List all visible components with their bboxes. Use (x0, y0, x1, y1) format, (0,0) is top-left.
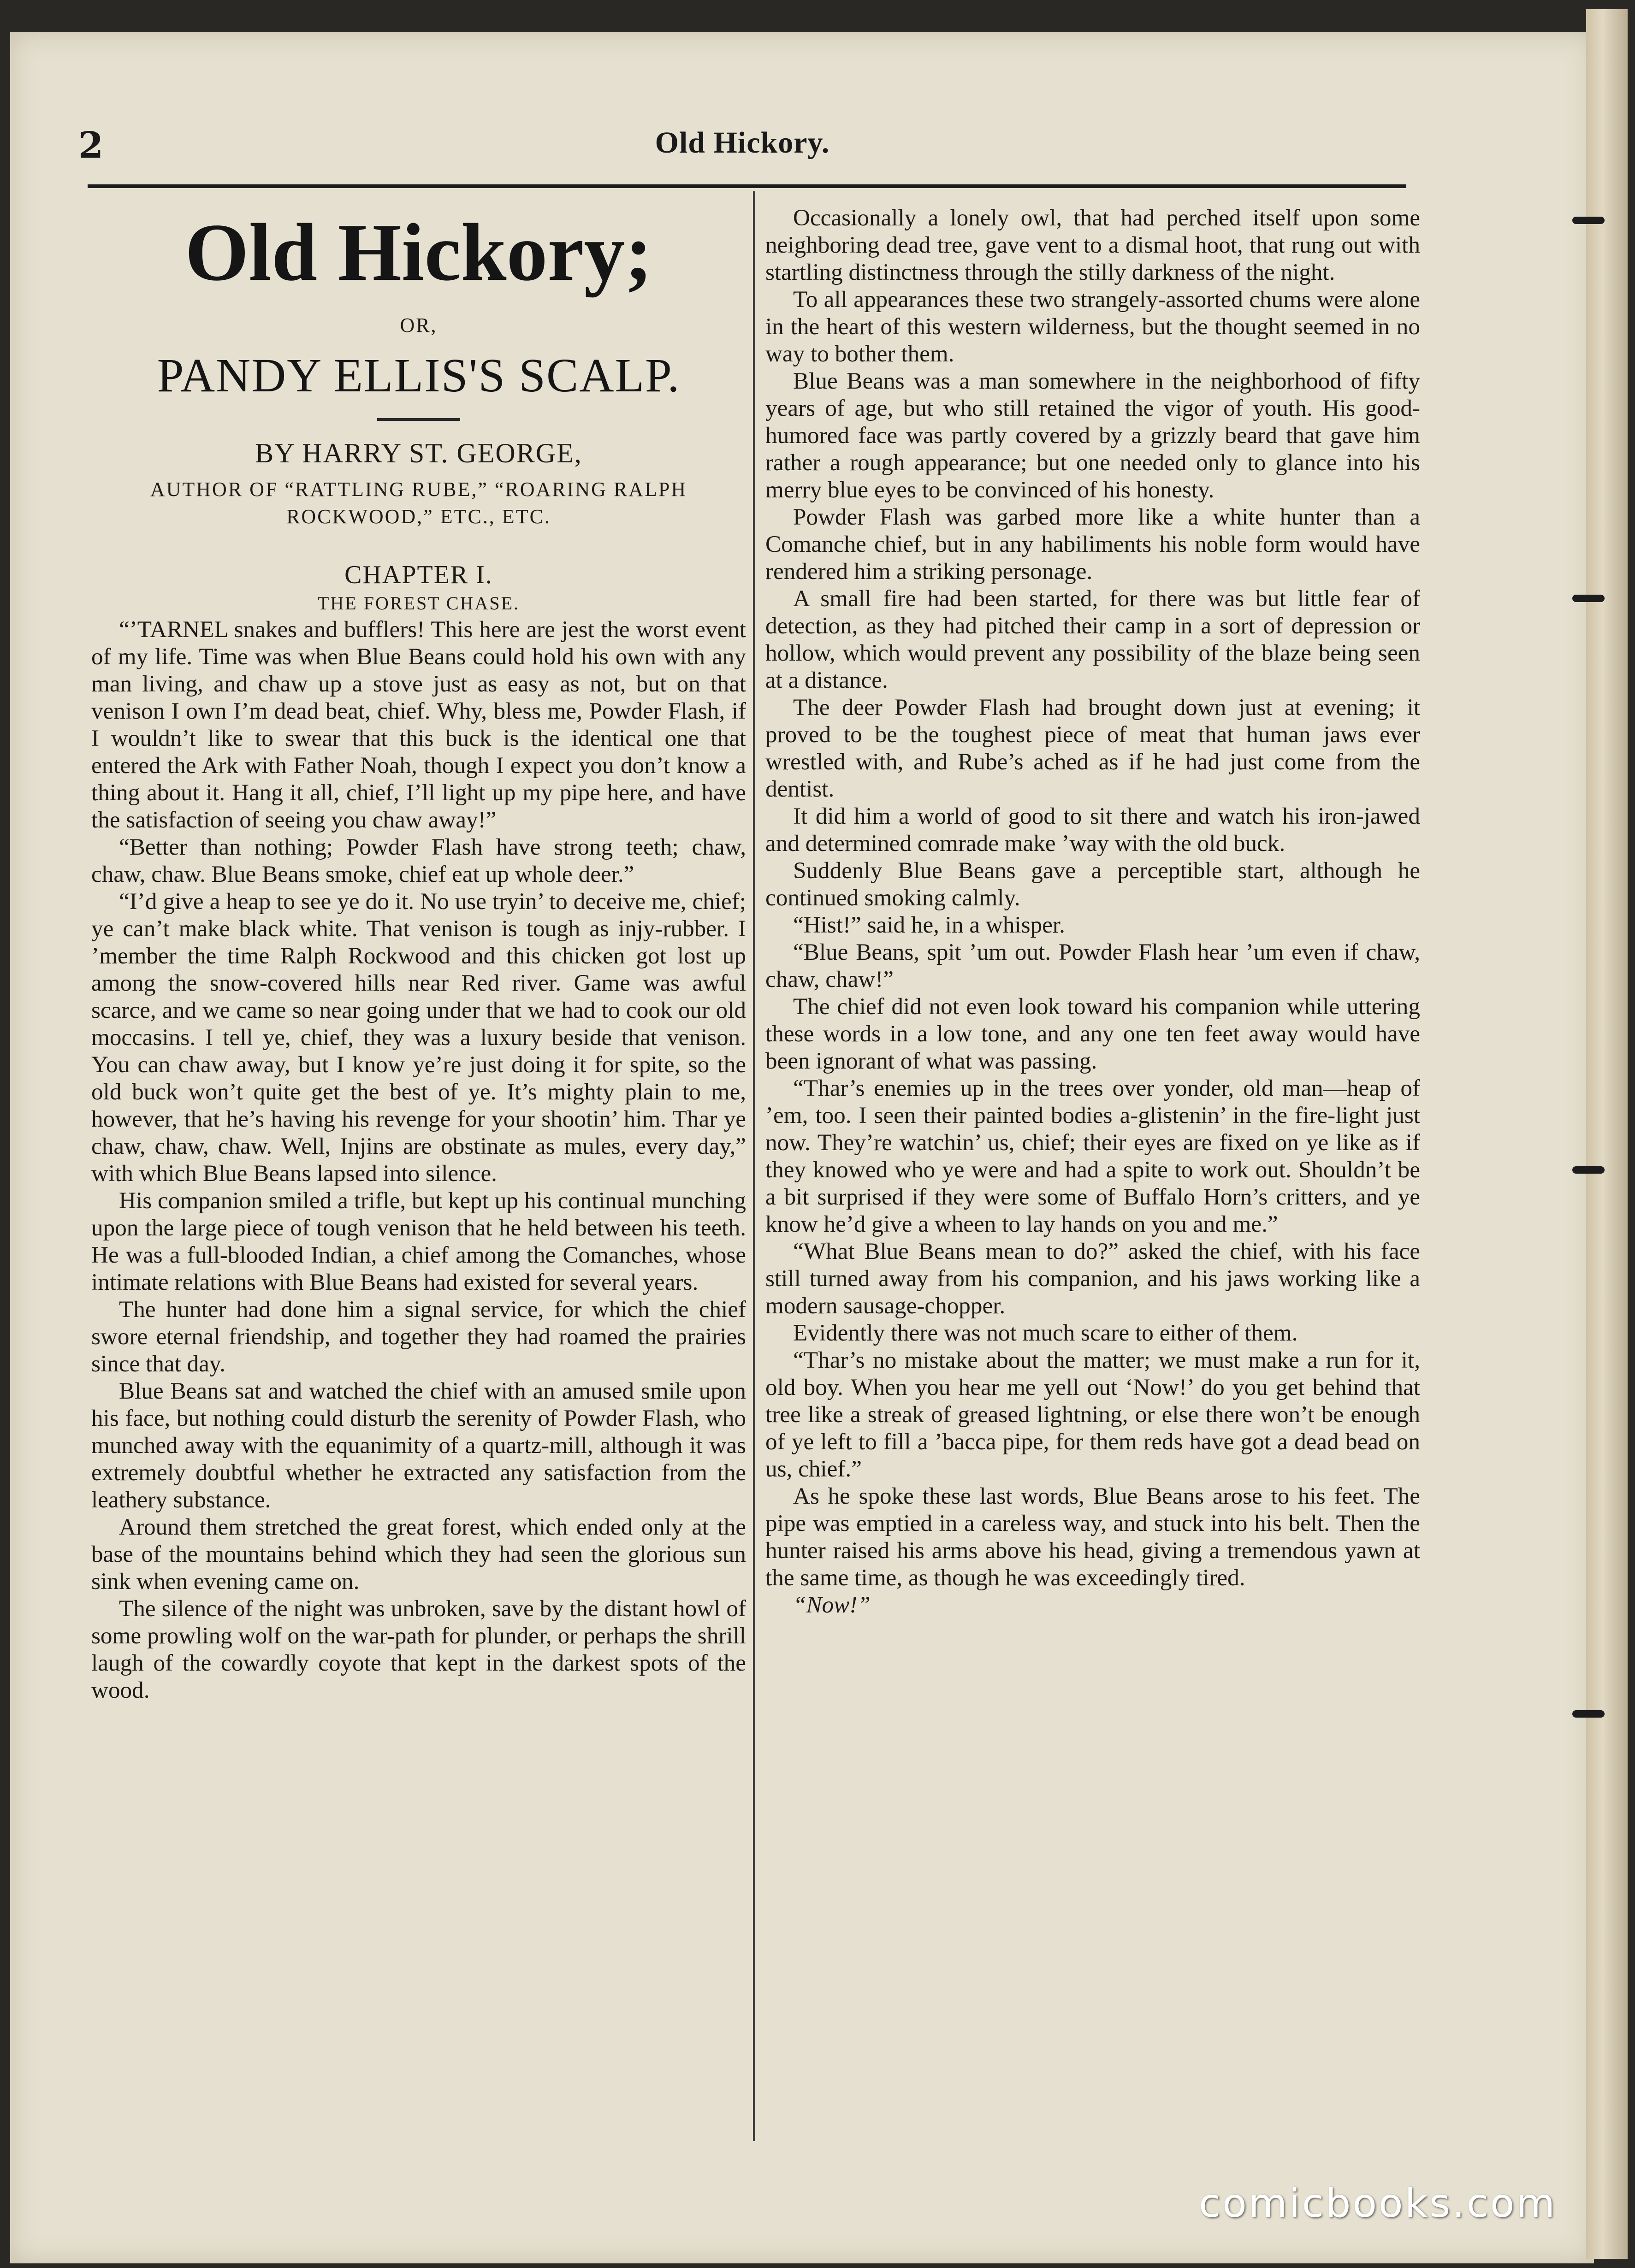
byline: BY HARRY ST. GEORGE, (255, 438, 582, 468)
right-body-text (765, 204, 1420, 1618)
paragraph: The deer Powder Flash had brought down just at evening; it proved to be the toughest piece of meat that human jaws ever wrestled with, and Rube’s ached as if he had just come from the dentist. (765, 694, 1420, 802)
or-text: OR, (400, 314, 438, 337)
story-title: Old Hickory; (185, 207, 652, 298)
paragraph: A small fire had been started, for there was but little fear of detection, as they had pitched their camp in a sort of depression or hollow, which would prevent any possibility of the blaze being seen at a distance. (765, 585, 1420, 693)
left-body-text (91, 616, 746, 1704)
paragraph: As he spoke these last words, Blue Beans arose to his feet. The pipe was emptied in a careless way, and stuck into his belt. Then the hunter raised his arms above his head, giving a tremendous yawn at the same time, as though he was exceedingly tired. (765, 1483, 1420, 1591)
binding-stitch (1572, 1166, 1605, 1174)
page-number: 2 (78, 124, 104, 166)
paragraph: “’TARNEL snakes and bufflers! This here are jest the worst event of my life. Time was when Blue Beans could hold his own with any man living, and chaw up a stove just as easy as not, but on that venison I own I’m dead beat, chief. Why, bless me, Powder Flash, if I wouldn’t like to swear that this buck is the identical one that entered the Ark with Father Noah, though I expect you don’t know a thing about it. Hang it all, chief, I’ll light up my pipe here, and have the satisfaction of seeing you chaw away!” (91, 616, 746, 833)
paragraph: His companion smiled a trifle, but kept up his continual munching upon the large piece of tough venison that he held between his teeth. He was a full-blooded Indian, a chief among the Comanches, whose intimate relations with Blue Beans had existed for several years. (91, 1187, 746, 1295)
paragraph: Blue Beans sat and watched the chief with an amused smile upon his face, but nothing could disturb the serenity of Powder Flash, who munched away with the equanimity of a quartz-mill, although it was extremely doubtful whether he extracted any satisfaction from the leathery substance. (91, 1377, 746, 1513)
paragraph: “Now!” (793, 1592, 871, 1618)
paragraph: The chief did not even look toward his companion while uttering these words in a low tone, and any one ten feet away would have been ignorant of what was passing. (765, 993, 1420, 1074)
title-rule (377, 418, 460, 421)
paragraph: Powder Flash was garbed more like a white hunter than a Comanche chief, but in any habiliments his noble form would have rendered him a striking personage. (765, 504, 1420, 585)
paragraph: To all appearances these two strangely-assorted chums were alone in the heart of this western wilderness, but the thought seemed in no way to bother them. (765, 286, 1420, 367)
paragraph: Blue Beans was a man somewhere in the neighborhood of fifty years of age, but who still retained the vigor of youth. His good-humored face was partly covered by a grizzly beard that gave him rather a rough appearance; but one needed only to glance into his merry blue eyes to be convinced of his honesty. (765, 368, 1420, 503)
running-title: Old Hickory. (655, 126, 830, 159)
paragraph: Suddenly Blue Beans gave a perceptible start, although he continued smoking calmly. (765, 857, 1420, 911)
paragraph: The silence of the night was unbroken, save by the distant howl of some prowling wolf on the war-path for plunder, or perhaps the shrill laugh of the cowardly coyote that kept in the darkest spots of the wood. (91, 1595, 746, 1703)
binding-stitch (1572, 217, 1605, 224)
paragraph: Around them stretched the great forest, which ended only at the base of the mountains behind which they had seen the glorious sun sink when evening came on. (91, 1513, 746, 1595)
paragraph: “Blue Beans, spit ’um out. Powder Flash hear ’um even if chaw, chaw, chaw!” (765, 939, 1420, 992)
column-rule (753, 191, 755, 2141)
author-credits: AUTHOR OF “RATTLING RUBE,” “ROARING RALPH ROCKWOOD,” ETC., ETC. (150, 478, 687, 528)
paragraph: “Hist!” said he, in a whisper. (793, 912, 1065, 938)
watermark: comicbooks.com (1199, 2180, 1557, 2227)
paragraph: “Thar’s enemies up in the trees over yonder, old man—heap of ’em, too. I seen their painted bodies a-glistenin’ in the fire-light just now. They’re watchin’ us, chief; their eyes are fixed on ye like as if they knowed who ye were and had a spite to work out. Shouldn’t be a bit surprised if they were some of Buffalo Horn’s critters, and ye know he’d give a wheen to lay hands on you and me.” (765, 1075, 1420, 1237)
paragraph: It did him a world of good to sit there and watch his iron-jawed and determined comrade make ’way with the old buck. (765, 803, 1420, 856)
chapter-title: THE FOREST CHASE. (317, 592, 520, 614)
header-rule (88, 184, 1406, 188)
paragraph: “I’d give a heap to see ye do it. No use tryin’ to deceive me, chief; ye can’t make black white. That venison is tough as injy-rubber. I ’member the time Ralph Rockwood and this chicken got lost up among the snow-covered hills near Red river. Game was awful scarce, and we came so near going under that we had to cook our old moccasins. I tell ye, chief, they was a luxury beside that venison. You can chaw away, but I know ye’re just doing it for spite, so the old buck won’t quite get the best of ye. It’s mighty plain to me, however, that he’s having his revenge for your shootin’ him. Thar ye chaw, chaw, chaw. Well, Injins are obstinate as mules, every day,” with which Blue Beans lapsed into silence. (91, 888, 746, 1187)
running-header (78, 120, 1406, 166)
paragraph: “What Blue Beans mean to do?” asked the chief, with his face still turned away from his companion, and his jaws working like a modern sausage-chopper. (765, 1238, 1420, 1319)
page-edge (1586, 9, 1628, 2259)
paragraph: “Thar’s no mistake about the matter; we must make a run for it, old boy. When you hear me yell out ‘Now!’ do you get behind that tree like a streak of greased lightning, or else there won’t be enough of ye left to fill a ’bacca pipe, for them reds have got a dead bead on us, chief.” (765, 1347, 1420, 1482)
binding-stitch (1572, 1710, 1605, 1718)
chapter-number: CHAPTER I. (344, 560, 493, 589)
left-column (91, 189, 746, 1704)
paragraph: The hunter had done him a signal service, for which the chief swore eternal friendship, and together they had roamed the prairies since that day. (91, 1296, 746, 1377)
binding-stitch (1572, 595, 1605, 602)
right-column (765, 189, 1420, 1618)
paragraph: “Better than nothing; Powder Flash have strong teeth; chaw, chaw, chaw. Blue Beans smoke, chief eat up whole deer.” (91, 833, 746, 887)
paragraph: Evidently there was not much scare to either of them. (793, 1320, 1298, 1346)
paragraph: Occasionally a lonely owl, that had perched itself upon some neighboring dead tree, gave vent to a dismal hoot, that rung out with startling distinctness through the stilly darkness of the night. (765, 205, 1420, 285)
story-subtitle: PANDY ELLIS'S SCALP. (157, 349, 681, 402)
